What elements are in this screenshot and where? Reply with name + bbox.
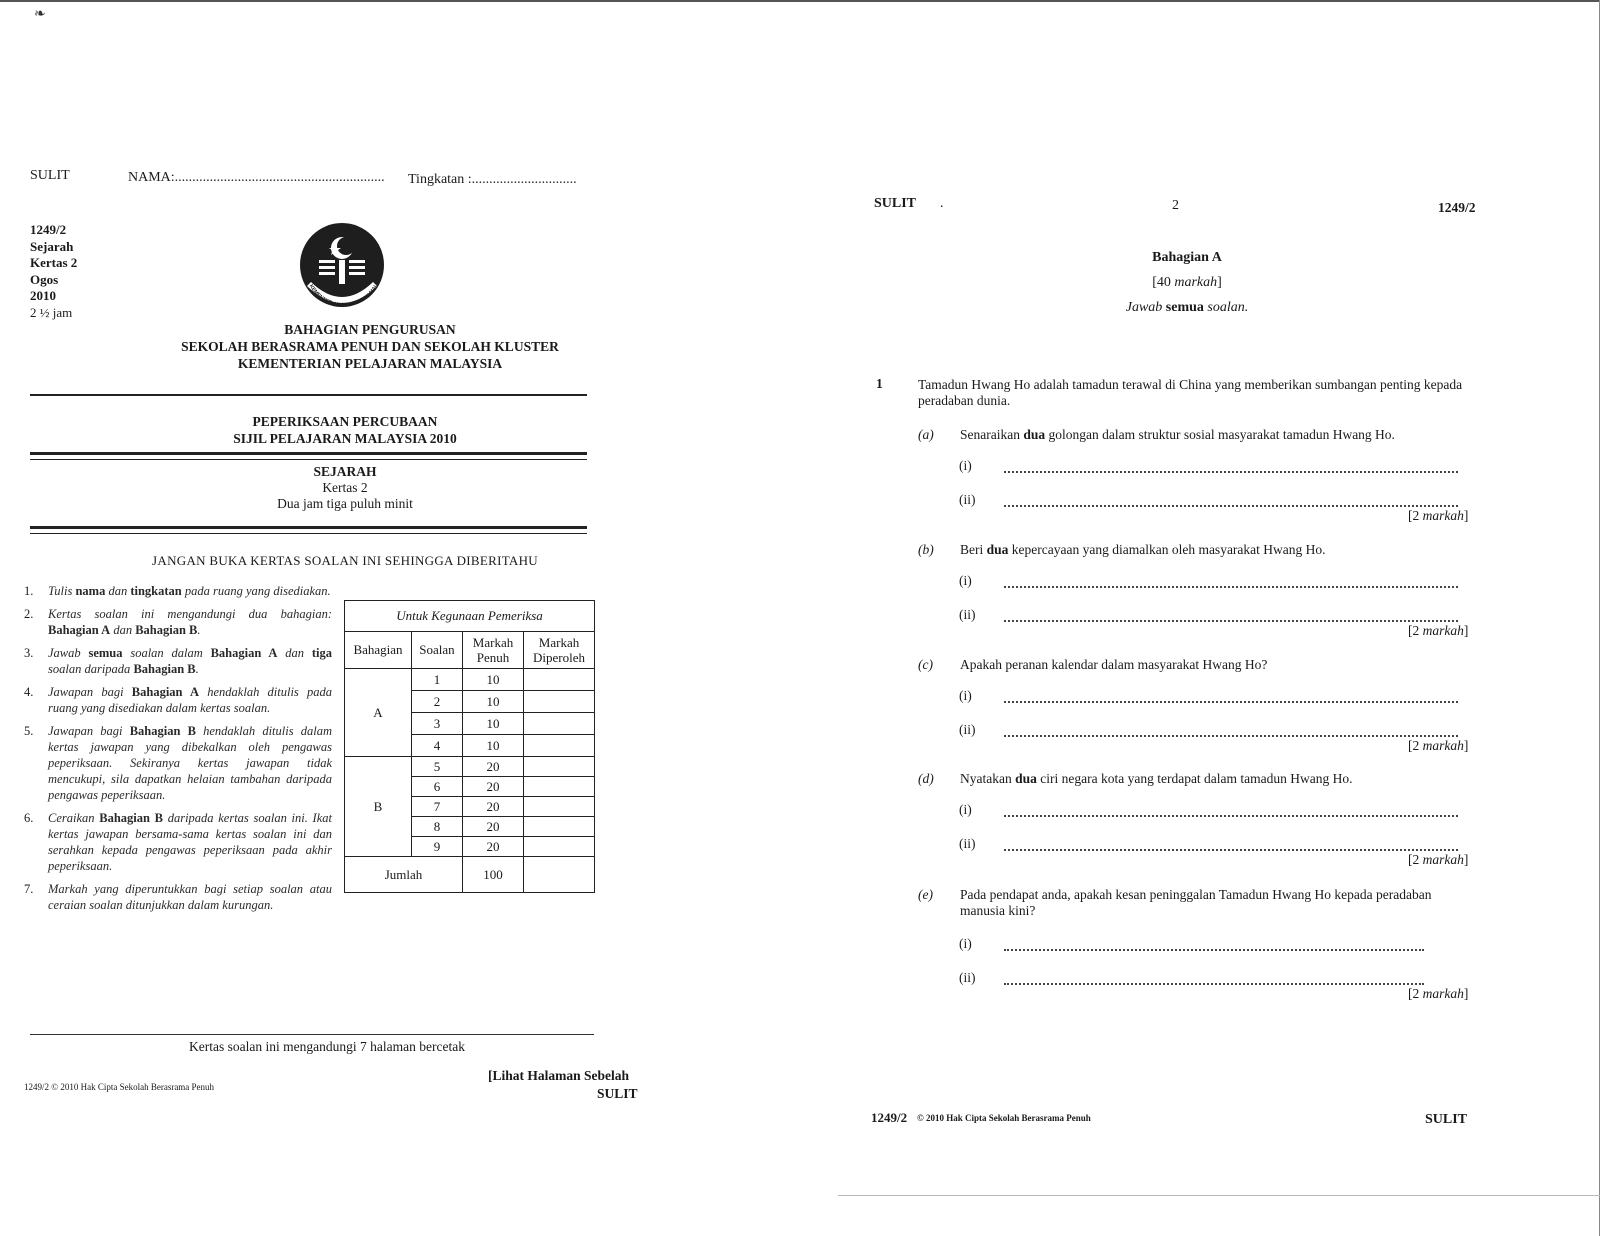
logo-arc-text: KEMENTERIAN PELAJARAN MALA: [307, 280, 381, 309]
soalan-cell: 7: [412, 797, 463, 817]
header-soalan: Soalan: [412, 632, 463, 669]
part-marks: [1408, 623, 1468, 639]
answer-line[interactable]: [1004, 735, 1458, 737]
org-line: SEKOLAH BERASRAMA PENUH DAN SEKOLAH KLUSTER: [181, 339, 559, 354]
part-question-bold: dua: [1015, 771, 1037, 786]
answer-label: (ii): [959, 607, 976, 622]
instr-semua: semua: [1165, 300, 1204, 315]
table-row: [345, 669, 595, 691]
soalan-cell: 5: [412, 757, 463, 777]
part-question-post: ciri negara kota yang terdapat dalam tamadun Hwang Ho.: [1036, 771, 1353, 786]
part-marks-mark-word: markah: [1422, 508, 1464, 523]
instr-soalan: soalan.: [1203, 300, 1249, 315]
sulit-label: SULIT: [30, 168, 70, 183]
instruction-run: Kertas soalan ini mengandungi dua bahagian:: [48, 607, 332, 621]
markah-penuh-cell: 10: [463, 691, 524, 713]
instruction-text: [48, 645, 332, 677]
answer-label: (ii): [959, 722, 976, 737]
next-page-note: [Lihat Halaman Sebelah: [488, 1068, 630, 1083]
instruction-item: [24, 810, 332, 874]
nama-field: NAMA:............................................................: [128, 170, 385, 185]
exam-title-block: [30, 413, 660, 447]
soalan-cell: 3: [412, 713, 463, 735]
right-footer-copyright: © 2010 Hak Cipta Sekolah Berasrama Penuh: [917, 1113, 1091, 1123]
markah-diperoleh-cell: [524, 713, 595, 735]
instruction-bold: Bahagian A: [131, 685, 200, 699]
part-question-pre: Beri: [960, 542, 987, 557]
page-count-note: Kertas soalan ini mengandungi 7 halaman bercetak: [189, 1039, 465, 1054]
instruction-number: 4.: [24, 685, 34, 699]
tingkatan-field: Tingkatan :..............................: [408, 172, 577, 187]
part-label: (c): [918, 657, 933, 672]
markah-penuh-cell: 20: [463, 837, 524, 857]
instruction-number: 2.: [24, 607, 34, 621]
instruction-bold: Bahagian B: [135, 623, 198, 637]
header-bahagian: Bahagian: [345, 632, 412, 669]
instruction-run: soalan daripada: [48, 662, 134, 676]
instruction-bold: tiga: [311, 646, 333, 660]
instruction-bold: Bahagian B: [99, 811, 163, 825]
scan-top-edge: [0, 0, 1600, 2]
instruction-item: [24, 881, 332, 913]
instruction-run: Ceraikan: [48, 811, 100, 825]
right-sulit-bottom: SULIT: [1425, 1112, 1468, 1127]
part-marks-mark-open: [2: [1408, 738, 1423, 753]
part-question: [960, 542, 1470, 558]
part-marks-mark-word: markah: [1422, 623, 1464, 638]
part-question-pre: Pada pendapat anda, apakah kesan peninggalan Tamadun Hwang Ho kepada peradaban manusia kini?: [960, 887, 1432, 918]
part-marks-mark-close: ]: [1463, 623, 1469, 638]
part-marks-mark-open: [2: [1408, 623, 1423, 638]
total-label: Jumlah: [345, 857, 463, 893]
part-question-post: golongan dalam struktur sosial masyarakat tamadun Hwang Ho.: [1045, 427, 1395, 442]
instruction-number: 5.: [24, 724, 34, 738]
instruction-bold: Bahagian A: [48, 623, 111, 637]
divider-line: [30, 533, 587, 534]
markah-diperoleh-cell: [524, 669, 595, 691]
divider-line: [30, 394, 587, 396]
part-marks-mark-open: [2: [1408, 986, 1423, 1001]
markah-penuh-cell: 20: [463, 797, 524, 817]
code-line: Kertas 2: [30, 255, 78, 270]
header-markah-diperoleh: Markah Diperoleh: [524, 632, 595, 669]
part-question-bold: dua: [986, 542, 1009, 557]
code-line: 1249/2: [30, 222, 67, 237]
part-marks-mark-close: ]: [1463, 508, 1469, 523]
part-marks: [1408, 852, 1468, 868]
instruction-bold: tingkatan: [130, 584, 182, 598]
answer-label: (ii): [959, 970, 976, 985]
org-line: KEMENTERIAN PELAJARAN MALAYSIA: [237, 356, 503, 371]
part-marks-mark-close: ]: [1463, 738, 1469, 753]
instruction-bold: semua: [88, 646, 123, 660]
instruction-run: Jawapan bagi: [48, 685, 132, 699]
part-question: [960, 887, 1470, 919]
answer-line[interactable]: [1004, 620, 1458, 622]
right-footer-code: 1249/2: [871, 1110, 908, 1125]
instruction-item: [24, 723, 332, 803]
instruction-number: 1.: [24, 584, 34, 598]
left-copyright: 1249/2 © 2010 Hak Cipta Sekolah Berasrama Penuh: [24, 1082, 215, 1092]
part-marks-mark-open: [2: [1408, 508, 1423, 523]
organisation-block: [30, 321, 710, 372]
right-code: 1249/2: [1438, 200, 1476, 215]
subject-title: SEJARAH: [313, 464, 377, 479]
part-marks: [1408, 986, 1468, 1002]
part-marks-mark-word: markah: [1422, 986, 1464, 1001]
exam-line: SIJIL PELAJARAN MALAYSIA 2010: [233, 431, 457, 446]
code-line: Ogos: [30, 271, 59, 287]
markah-diperoleh-cell: [524, 777, 595, 797]
part-label: (e): [918, 887, 933, 902]
section-marks-open: [40: [1152, 275, 1175, 290]
instruction-run: soalan dalam: [122, 646, 211, 660]
answer-label: (i): [959, 458, 972, 473]
part-marks-mark-word: markah: [1422, 738, 1464, 753]
instruction-run: pada ruang yang disediakan.: [181, 584, 331, 598]
header-markah-penuh: Markah Penuh: [463, 632, 524, 669]
markah-diperoleh-cell: [524, 817, 595, 837]
warning-text: JANGAN BUKA KERTAS SOALAN INI SEHINGGA DIBERITAHU: [152, 553, 538, 568]
code-line: 2010: [30, 288, 56, 303]
soalan-cell: 4: [412, 735, 463, 757]
right-sulit: SULIT: [874, 196, 917, 211]
instruction-bold: Bahagian B: [133, 662, 196, 676]
subject-block: [30, 464, 660, 512]
code-line: Sejarah: [30, 238, 74, 254]
markah-penuh-cell: 20: [463, 757, 524, 777]
instruction-text: [48, 583, 332, 599]
answer-label: (i): [959, 573, 972, 588]
part-question-pre: Apakah peranan kalendar dalam masyarakat Hwang Ho?: [960, 657, 1268, 672]
answer-label: (i): [959, 688, 972, 703]
instruction-item: [24, 606, 332, 638]
markah-penuh-cell: 20: [463, 817, 524, 837]
soalan-cell: 9: [412, 837, 463, 857]
markah-penuh-cell: 10: [463, 713, 524, 735]
markah-diperoleh-cell: [524, 797, 595, 817]
instruction-run: .: [197, 623, 201, 637]
answer-label: (i): [959, 936, 972, 951]
question-stem: Tamadun Hwang Ho adalah tamadun terawal di China yang memberikan sumbangan penting kepada peradaban dunia.: [918, 377, 1463, 408]
part-question: [960, 427, 1470, 443]
part-label: (a): [918, 427, 934, 442]
part-question-pre: Nyatakan: [960, 771, 1016, 786]
markah-penuh-cell: 10: [463, 669, 524, 691]
part-marks-mark-close: ]: [1463, 986, 1469, 1001]
instruction-run: hendaklah ditulis dalam kertas jawapan yang dibekalkan oleh pengawas peperiksaan. Sekiranya kertas jawapan tidak mencukupi, sila dapatkan helaian tambahan daripada pengawas peperiksaan.: [48, 724, 332, 802]
answer-label: (ii): [959, 492, 976, 507]
right-sulit-dot: .: [940, 196, 944, 211]
answer-line[interactable]: [1004, 505, 1458, 507]
divider-line: [30, 452, 587, 455]
paper-code-block: [30, 222, 77, 321]
soalan-cell: 8: [412, 817, 463, 837]
scan-bottom-line: [838, 1195, 1600, 1196]
answer-line[interactable]: [1004, 949, 1424, 951]
org-line: BAHAGIAN PENGURUSAN: [284, 322, 456, 337]
instr-jawab: Jawab: [1125, 300, 1166, 315]
instruction-text: [48, 684, 332, 716]
examiner-table: [344, 600, 595, 893]
soalan-cell: 2: [412, 691, 463, 713]
part-label: (b): [918, 542, 934, 557]
section-instruction: [1077, 300, 1297, 316]
markah-diperoleh-cell: [524, 691, 595, 713]
instruction-run: hendaklah ditulis pada ruang yang disediakan dalam kertas soalan.: [48, 685, 332, 715]
total-value: 100: [463, 857, 524, 893]
part-marks-mark-word: markah: [1422, 852, 1464, 867]
section-cell: B: [345, 757, 412, 857]
instruction-number: 7.: [24, 882, 34, 896]
part-marks: [1408, 738, 1468, 754]
instruction-bold: Bahagian A: [210, 646, 278, 660]
markah-diperoleh-cell: [524, 735, 595, 757]
part-question-pre: Senaraikan: [960, 427, 1024, 442]
footer-rule: [30, 1034, 594, 1035]
part-marks-mark-open: [2: [1408, 852, 1423, 867]
instruction-run: .: [195, 662, 199, 676]
markah-diperoleh-cell: [524, 837, 595, 857]
paper-label: Kertas 2: [322, 480, 368, 495]
instruction-run: dan: [277, 646, 312, 660]
instruction-run: dan: [110, 623, 136, 637]
answer-label: (ii): [959, 836, 976, 851]
page-number: 2: [1172, 198, 1179, 213]
answer-line[interactable]: [1004, 815, 1458, 817]
section-marks-word: markah: [1174, 275, 1218, 290]
section-marks-close: ]: [1217, 275, 1222, 290]
instruction-text: [48, 810, 332, 874]
instruction-number: 3.: [24, 646, 34, 660]
instruction-run: Jawapan bagi: [48, 724, 130, 738]
part-question-post: kepercayaan yang diamalkan oleh masyarakat Hwang Ho.: [1008, 542, 1326, 557]
divider-line: [30, 459, 587, 460]
instructions-list: [24, 583, 332, 920]
answer-line[interactable]: [1004, 586, 1458, 588]
markah-penuh-cell: 20: [463, 777, 524, 797]
instruction-run: dan: [105, 584, 131, 598]
answer-label: (i): [959, 802, 972, 817]
divider-line: [30, 526, 587, 529]
soalan-cell: 1: [412, 669, 463, 691]
instruction-bold: nama: [75, 584, 106, 598]
total-obtained: [524, 857, 595, 893]
part-marks-mark-close: ]: [1463, 852, 1469, 867]
markah-diperoleh-cell: [524, 757, 595, 777]
soalan-cell: 6: [412, 777, 463, 797]
table-title: Untuk Kegunaan Pemeriksa: [345, 601, 595, 632]
instruction-text: [48, 606, 332, 638]
instruction-item: [24, 583, 332, 599]
section-cell: A: [345, 669, 412, 757]
part-question: [960, 657, 1470, 673]
table-row: [345, 757, 595, 777]
instruction-item: [24, 645, 332, 677]
section-marks: [1127, 275, 1247, 291]
answer-line[interactable]: [1004, 471, 1458, 473]
ministry-logo: [295, 220, 389, 314]
instruction-run: Jawab: [48, 646, 89, 660]
instruction-text: [48, 723, 332, 803]
part-label: (d): [918, 771, 934, 786]
instruction-run: daripada kertas soalan ini. Ikat kertas jawapan bersama-sama kertas soalan ini dan serahkan kepada pengawas peperiksaan pada akhir peperiksaan.: [48, 811, 332, 873]
exam-line: PEPERIKSAAN PERCUBAAN: [252, 414, 438, 429]
answer-line[interactable]: [1004, 701, 1458, 703]
answer-line[interactable]: [1004, 983, 1424, 985]
part-question: [960, 771, 1470, 787]
instruction-run: Tulis: [48, 584, 76, 598]
instruction-number: 6.: [24, 811, 34, 825]
part-question-bold: dua: [1023, 427, 1046, 442]
duration-label: Dua jam tiga puluh minit: [277, 496, 413, 511]
instruction-run: Markah yang diperuntukkan bagi setiap soalan atau ceraian soalan ditunjukkan dalam kurungan.: [48, 882, 332, 912]
part-marks: [1408, 508, 1468, 524]
instruction-item: [24, 684, 332, 716]
answer-line[interactable]: [1004, 849, 1458, 851]
instruction-text: [48, 881, 332, 913]
instruction-bold: Bahagian B: [129, 724, 196, 738]
section-title: Bahagian A: [1152, 250, 1222, 265]
question-number: 1: [876, 376, 883, 391]
code-line: 2 ½ jam: [30, 304, 73, 320]
markah-penuh-cell: 10: [463, 735, 524, 757]
left-sulit-bottom: SULIT: [597, 1086, 638, 1101]
scan-smudge: ❧: [34, 7, 46, 22]
